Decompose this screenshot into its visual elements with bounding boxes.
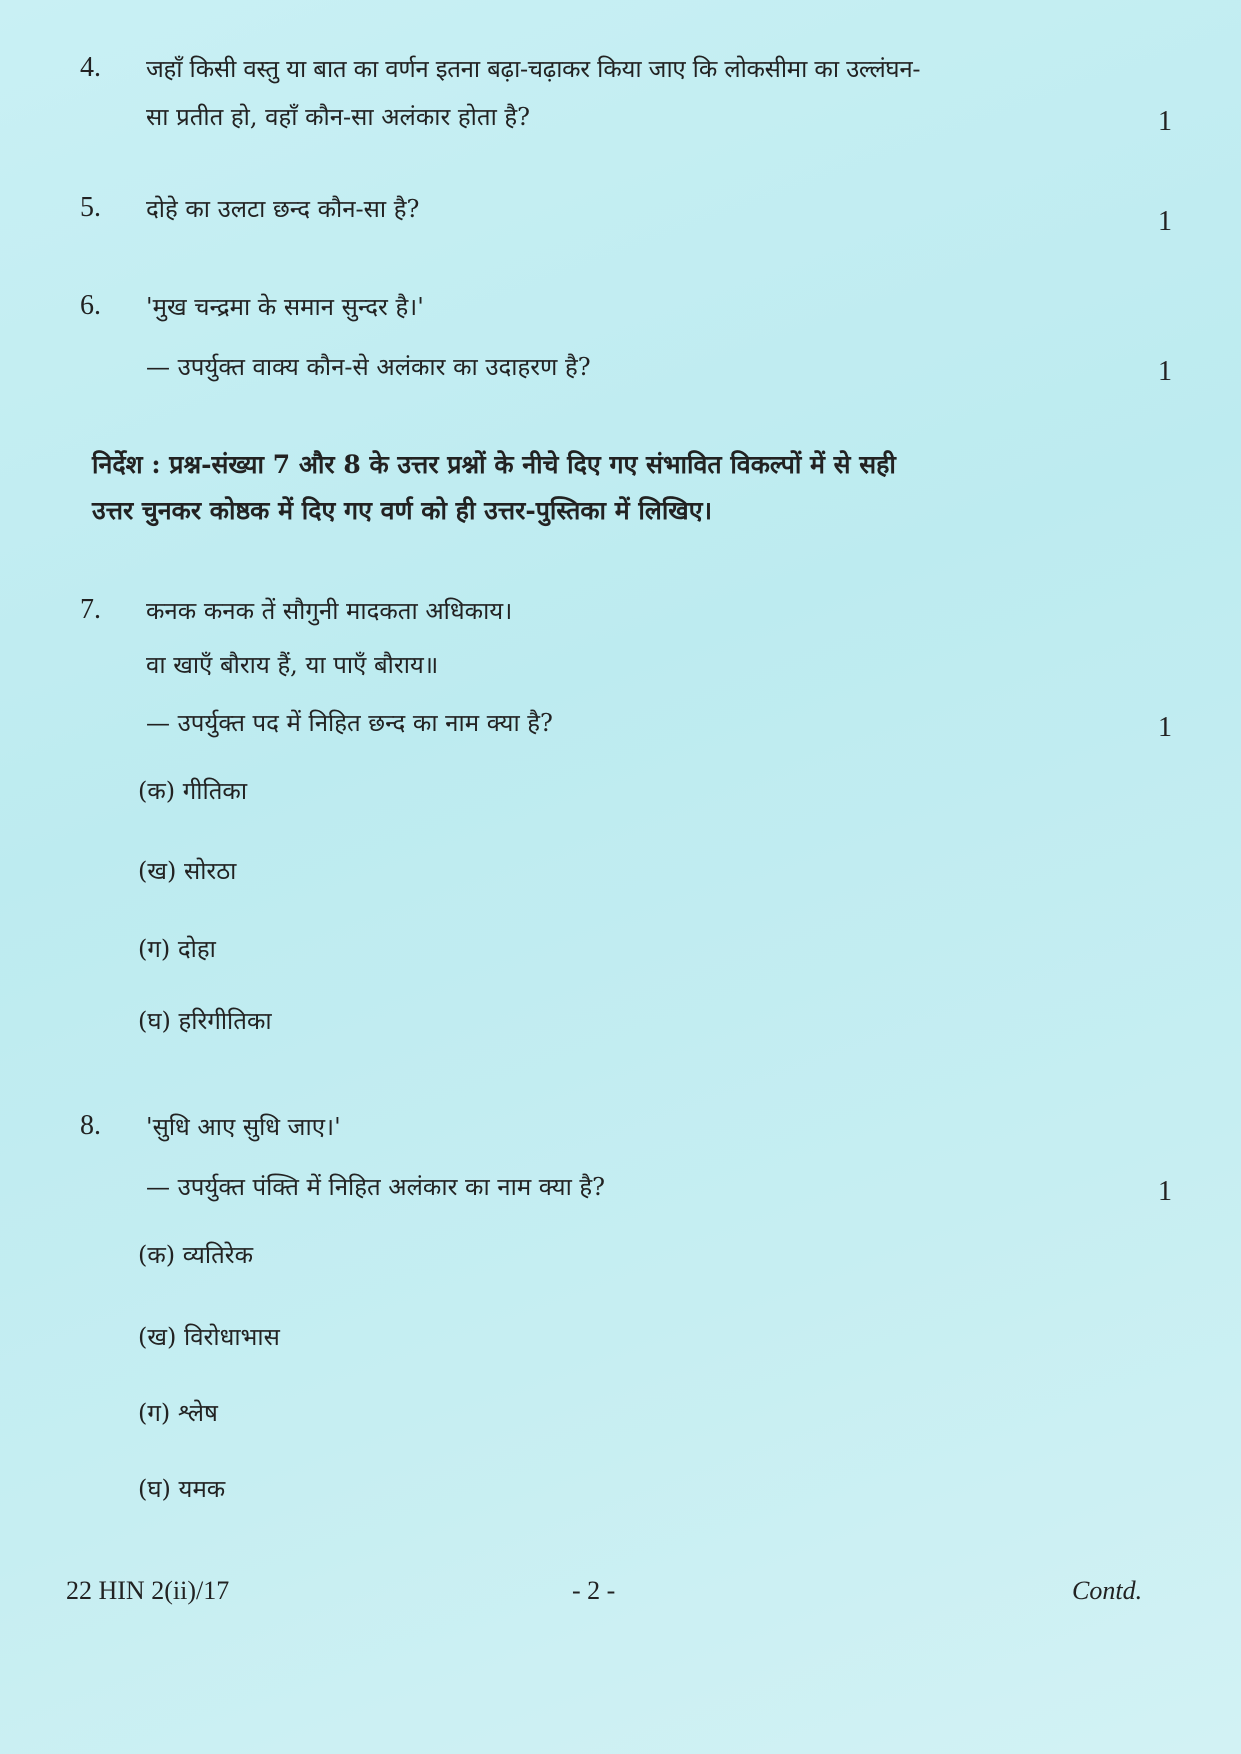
option-gha: (घ) हरिगीतिका — [138, 1007, 272, 1035]
question-text-line: — उपर्युक्त वाक्य कौन-से अलंकार का उदाहरण है? — [146, 353, 591, 381]
option-ga: (ग) श्लेष — [138, 1399, 218, 1427]
question-number: 4. — [80, 52, 101, 83]
question-text-line: — उपर्युक्त पद में निहित छन्द का नाम क्या है? — [146, 709, 553, 737]
question-number: 7. — [80, 594, 101, 625]
option-ka: (क) गीतिका — [138, 777, 248, 805]
question-text-line: कनक कनक तें सौगुनी मादकता अधिकाय। — [146, 597, 513, 625]
question-text-line: जहाँ किसी वस्तु या बात का वर्णन इतना बढ़ा-चढ़ाकर किया जाए कि लोकसीमा का उल्लंघन- — [146, 55, 921, 83]
question-marks: 1 — [1158, 206, 1172, 237]
question-text-line: दोहे का उलटा छन्द कौन-सा है? — [146, 195, 420, 223]
question-number: 8. — [80, 1110, 101, 1141]
question-marks: 1 — [1158, 356, 1172, 387]
question-text-line: सा प्रतीत हो, वहाँ कौन-सा अलंकार होता है? — [146, 103, 531, 131]
question-marks: 1 — [1158, 712, 1172, 743]
instruction-line: निर्देश : प्रश्न-संख्या 7 और 8 के उत्तर प्रश्नों के नीचे दिए गए संभावित विकल्पों में से सही — [92, 450, 896, 479]
question-number: 6. — [80, 290, 101, 321]
paper-code: 22 HIN 2(ii)/17 — [66, 1576, 230, 1605]
option-kha: (ख) सोरठा — [138, 857, 237, 885]
question-text-line: 'सुधि आए सुधि जाए।' — [146, 1113, 341, 1141]
question-text-line: — उपर्युक्त पंक्ति में निहित अलंकार का नाम क्या है? — [146, 1173, 606, 1201]
instruction-line: उत्तर चुनकर कोष्ठक में दिए गए वर्ण को ही उत्तर-पुस्तिका में लिखिए। — [92, 496, 713, 525]
question-number: 5. — [80, 192, 101, 223]
option-ga: (ग) दोहा — [138, 935, 216, 963]
page-number: - 2 - — [572, 1576, 616, 1605]
option-kha: (ख) विरोधाभास — [138, 1323, 280, 1351]
instruction-block — [92, 442, 1172, 534]
question-text-line: 'मुख चन्द्रमा के समान सुन्दर है।' — [146, 293, 424, 321]
question-marks: 1 — [1158, 1176, 1172, 1207]
question-marks: 1 — [1158, 106, 1172, 137]
continued-label: Contd. — [1072, 1576, 1143, 1605]
option-gha: (घ) यमक — [138, 1475, 226, 1503]
question-text-line: वा खाएँ बौराय हैं, या पाएँ बौराय॥ — [146, 651, 439, 679]
option-ka: (क) व्यतिरेक — [138, 1241, 254, 1269]
